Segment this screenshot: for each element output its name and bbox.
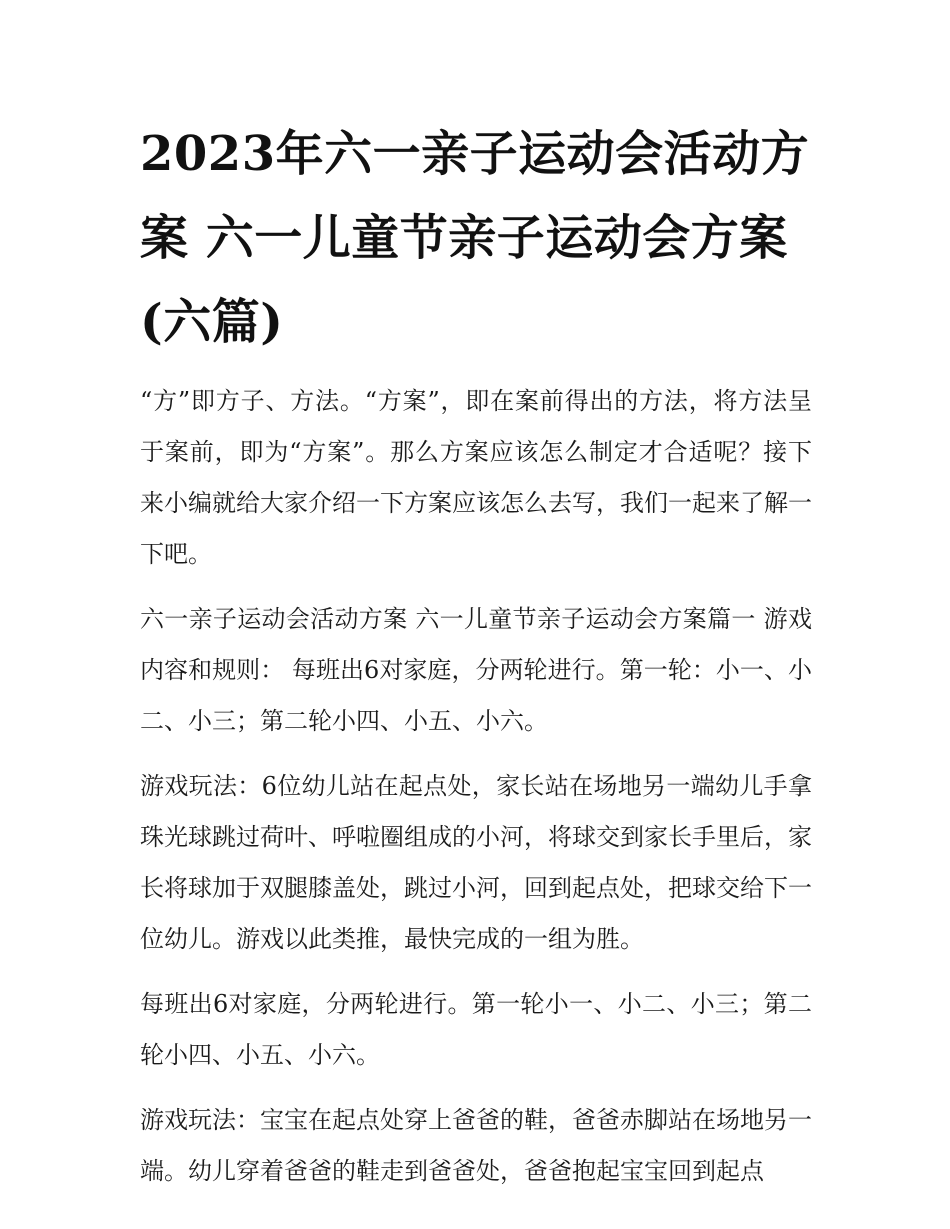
paragraph-family-rounds: 每班出6对家庭，分两轮进行。第一轮小一、小二、小三；第二轮小四、小五、小六。 (140, 990, 812, 1069)
paragraph-intro: “方”即方子、方法。“方案”，即在案前得出的方法，将方法呈于案前，即为“方案”。那么方案应该怎么制定才合适呢？接下来小编就给大家介绍一下方案应该怎么去写，我们一起来了解一下吧。 (140, 387, 812, 568)
paragraph-game-play-2: 游戏玩法：宝宝在起点处穿上爸爸的鞋，爸爸赤脚站在场地另一端。幼儿穿着爸爸的鞋走到爸爸处，爸爸抱起宝宝回到起点 (140, 1106, 812, 1185)
document-body (140, 112, 812, 1197)
document-title: 2023年六一亲子运动会活动方案 六一儿童节亲子运动会方案(六篇) (140, 126, 810, 350)
paragraph-game-play-1: 游戏玩法：6位幼儿站在起点处，家长站在场地另一端幼儿手拿珠光球跳过荷叶、呼啦圈组成的小河，将球交到家长手里后，家长将球加于双腿膝盖处，跳过小河，回到起点处，把球交给下一位幼儿。游戏以此类推，最快完成的一组为胜。 (140, 772, 812, 953)
paragraph-game-rules: 六一亲子运动会活动方案 六一儿童节亲子运动会方案篇一 游戏内容和规则： 每班出6对家庭，分两轮进行。第一轮：小一、小二、小三；第二轮小四、小五、小六。 (140, 605, 812, 735)
